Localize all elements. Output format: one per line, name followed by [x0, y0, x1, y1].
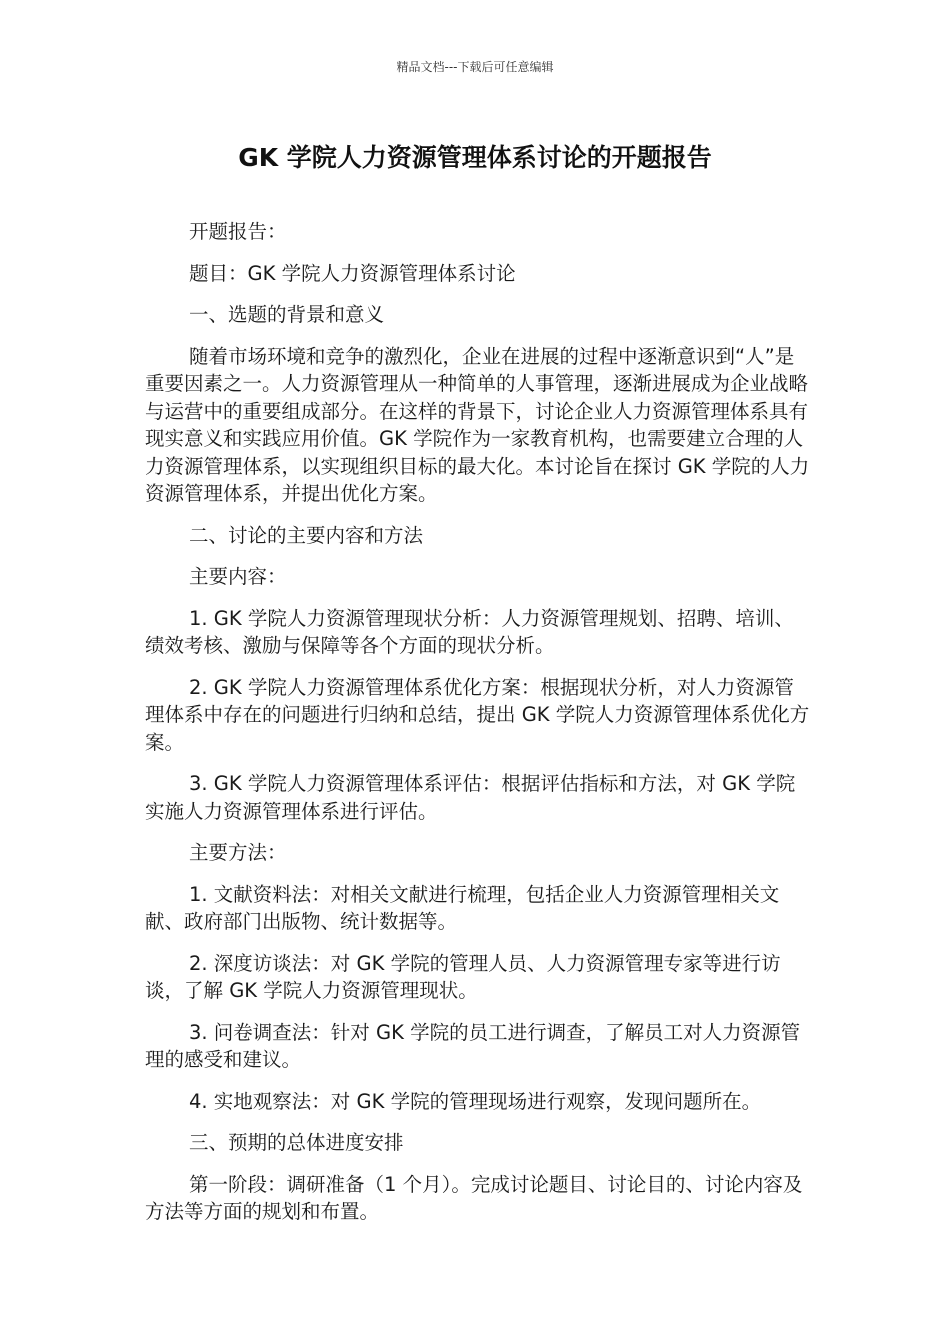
header-note: 精品文档---下载后可任意编辑 — [396, 60, 554, 74]
document-body — [145, 218, 810, 1240]
subheading-main-methods: 主要方法： — [189, 841, 287, 864]
list-item-method-1: 1. 文献资料法：对相关文献进行梳理，包括企业人力资源管理相关文献、政府部门出版物、统计数据等。 — [145, 882, 780, 933]
list-item-method-2: 2. 深度访谈法：对 GK 学院的管理人员、人力资源管理专家等进行访谈，了解 GK 学院人力资源管理现状。 — [145, 951, 781, 1002]
paragraph-topic: 题目：GK 学院人力资源管理体系讨论 — [189, 261, 516, 285]
list-item-method-3: 3. 问卷调查法：针对 GK 学院的员工进行调查，了解员工对人力资源管理的感受和建议。 — [145, 1020, 801, 1071]
paragraph-phase-1: 第一阶段：调研准备（1 个月）。完成讨论题目、讨论目的、讨论内容及方法等方面的规划和布置。 — [145, 1172, 803, 1223]
list-item-method-4: 4. 实地观察法：对 GK 学院的管理现场进行观察，发现问题所在。 — [189, 1089, 762, 1113]
paragraph-background: 随着市场环境和竞争的激烈化，企业在进展的过程中逐渐意识到“人”是重要因素之一。人力资源管理从一种简单的人事管理，逐渐进展成为企业战略与运营中的重要组成部分。在这样的背景下，讨论企业人力资源管理体系具有现实意义和实践应用价值。GK 学院作为一家教育机构，也需要建立合理的人力资源管理体系，以实现组织目标的最大化。本讨论旨在探讨 GK 学院的人力资源管理体系，并提出优化方案。 — [145, 344, 810, 505]
section-heading-background: 一、选题的背景和意义 — [189, 303, 385, 326]
list-item-content-1: 1. GK 学院人力资源管理现状分析：人力资源管理规划、招聘、培训、绩效考核、激励与保障等各个方面的现状分析。 — [145, 606, 794, 657]
section-heading-content-methods: 二、讨论的主要内容和方法 — [189, 523, 424, 547]
document-title: GK 学院人力资源管理体系讨论的开题报告 — [238, 143, 712, 172]
section-heading-schedule: 三、预期的总体进度安排 — [189, 1131, 404, 1154]
paragraph-report-label: 开题报告： — [189, 220, 287, 243]
list-item-content-3: 3. GK 学院人力资源管理体系评估：根据评估指标和方法，对 GK 学院实施人力资源管理体系进行评估。 — [145, 772, 796, 823]
list-item-content-2: 2. GK 学院人力资源管理体系优化方案：根据现状分析，对人力资源管理体系中存在的问题进行归纳和总结，提出 GK 学院人力资源管理体系优化方案。 — [145, 675, 810, 754]
subheading-main-content: 主要内容： — [189, 565, 287, 588]
